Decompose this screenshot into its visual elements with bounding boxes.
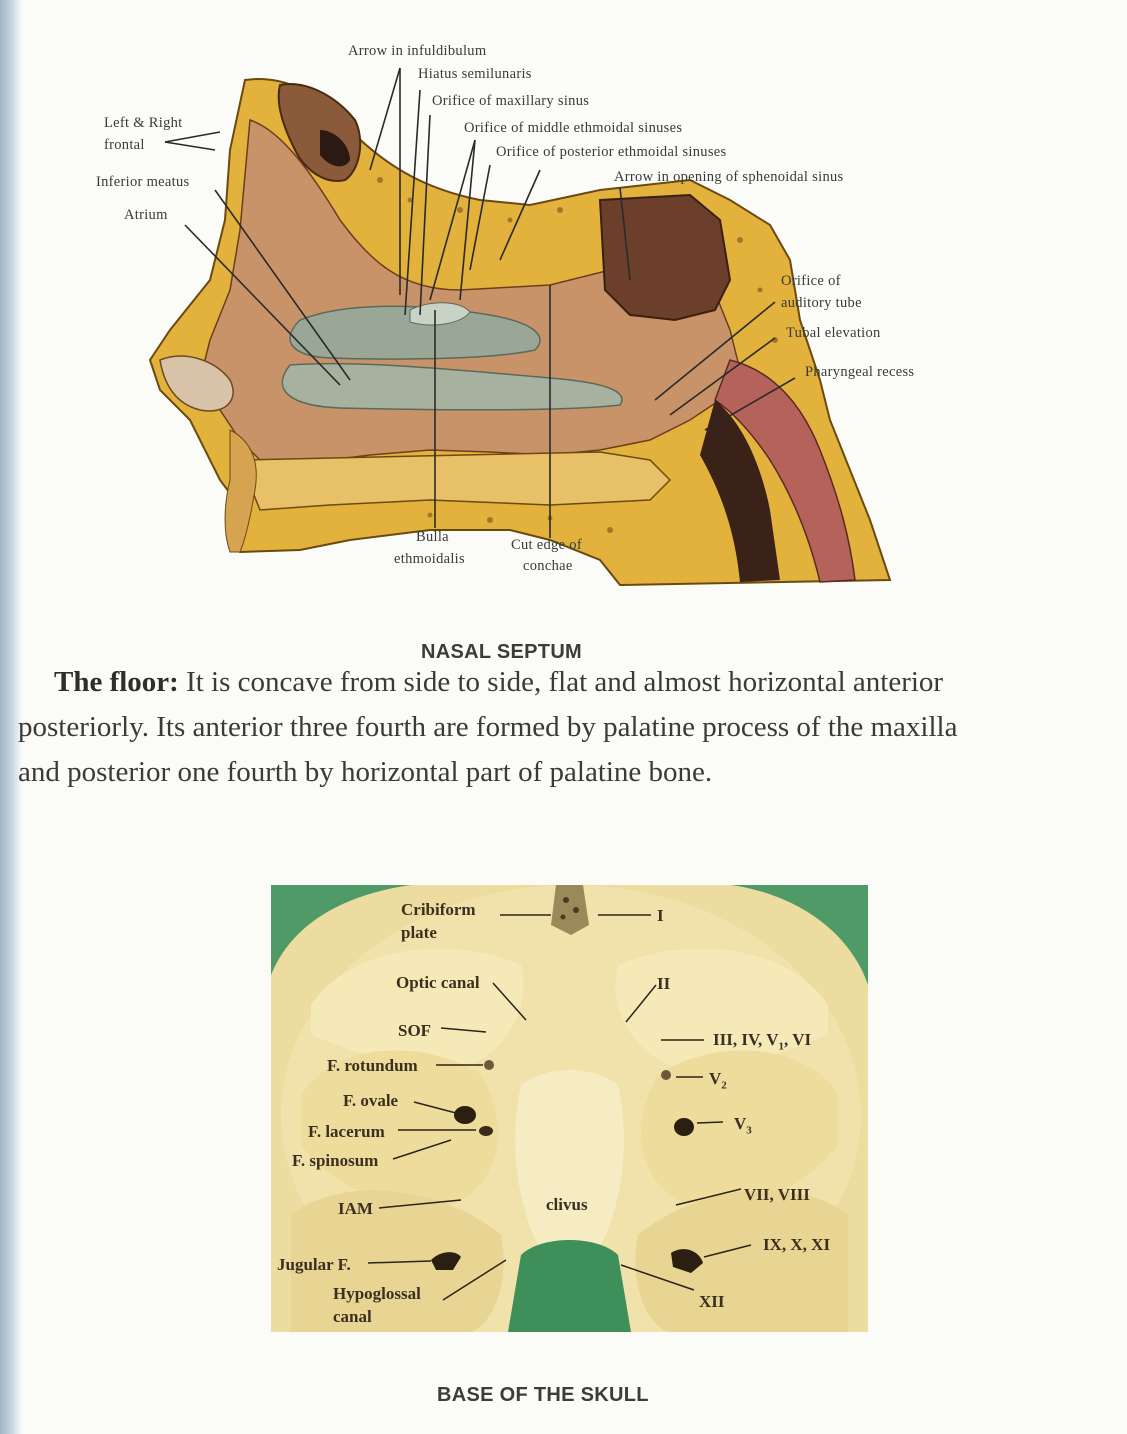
label-orifice-auditory-1: Orifice of	[781, 273, 841, 289]
body-paragraph	[18, 660, 1098, 795]
label-orifice-posterior-ethmoidal: Orifice of posterior ethmoidal sinuses	[496, 144, 727, 160]
label-cut-edge-2: conchae	[523, 558, 573, 574]
label-tubal-elevation: Tubal elevation	[786, 325, 881, 341]
skull-label-f-spinosum: F. spinosum	[292, 1151, 379, 1170]
skull-label-v2	[709, 1068, 727, 1093]
skull-label-hypoglossal-1: Hypoglossal	[333, 1284, 421, 1303]
skull-label-nerve-I: I	[657, 906, 664, 925]
v2-subscript: 2	[721, 1079, 727, 1092]
skull-label-jugular-f: Jugular F.	[277, 1255, 351, 1274]
label-orifice-maxillary: Orifice of maxillary sinus	[432, 93, 590, 109]
skull-label-optic-canal: Optic canal	[396, 973, 480, 992]
nerves-III-V-text: III, IV, V	[713, 1030, 779, 1049]
v2-text: V	[709, 1069, 722, 1088]
skull-label-v3	[734, 1113, 752, 1138]
nerves-V1-subscript: 1	[778, 1040, 785, 1053]
v3-text: V	[734, 1114, 747, 1133]
label-hiatus-semilunaris: Hiatus semilunaris	[418, 66, 532, 82]
label-bulla-2: ethmoidalis	[394, 551, 465, 567]
label-arrow-infundibulum: Arrow in infuldibulum	[348, 43, 487, 59]
skull-label-sof: SOF	[398, 1021, 432, 1040]
label-left-right-frontal-2: frontal	[104, 137, 145, 153]
label-left-right-frontal-1: Left & Right	[104, 115, 183, 131]
skull-label-nerves-III-VI	[713, 1029, 811, 1054]
skull-label-f-rotundum: F. rotundum	[327, 1056, 418, 1075]
paragraph-line-1	[18, 660, 1098, 705]
label-inferior-meatus: Inferior meatus	[96, 174, 190, 190]
paragraph-line-2: posteriorly. Its anterior three fourth are formed by palatine process of the maxilla	[18, 711, 958, 743]
label-bulla-1: Bulla	[416, 529, 449, 545]
label-cut-edge-1: Cut edge of	[511, 537, 582, 553]
line-1-text: It is concave from side to side, flat and almost horizontal anterior	[178, 666, 944, 698]
nerves-VI-text: , VI	[784, 1030, 812, 1049]
skull-label-cribiform-2: plate	[401, 923, 437, 942]
label-pharyngeal-recess: Pharyngeal recess	[805, 364, 915, 380]
label-orifice-middle-ethmoidal: Orifice of middle ethmoidal sinuses	[464, 120, 683, 136]
label-arrow-sphenoidal: Arrow in opening of sphenoidal sinus	[614, 169, 844, 185]
skull-label-nerve-XII: XII	[699, 1292, 725, 1311]
figure-caption-base-of-skull: BASE OF THE SKULL	[437, 1384, 649, 1406]
skull-label-nerve-II: II	[657, 974, 671, 993]
skull-label-f-ovale: F. ovale	[343, 1091, 399, 1110]
skull-label-f-lacerum: F. lacerum	[308, 1122, 385, 1141]
paragraph-heading: The floor:	[54, 666, 179, 698]
paragraph-line-3: and posterior one fourth by horizontal part of palatine bone.	[18, 756, 713, 788]
skull-label-nerves-VII-VIII: VII, VIII	[744, 1185, 810, 1204]
label-orifice-auditory-2: auditory tube	[781, 295, 862, 311]
skull-label-iam: IAM	[338, 1199, 373, 1218]
skull-label-nerves-IX-XI: IX, X, XI	[763, 1235, 831, 1254]
skull-label-clivus: clivus	[546, 1195, 588, 1214]
v3-subscript: 3	[746, 1124, 752, 1137]
skull-label-cribiform-1: Cribiform	[401, 900, 476, 919]
skull-label-hypoglossal-2: canal	[333, 1307, 372, 1326]
figure-caption-nasal-septum: NASAL SEPTUM	[421, 641, 583, 663]
label-atrium: Atrium	[124, 207, 168, 223]
